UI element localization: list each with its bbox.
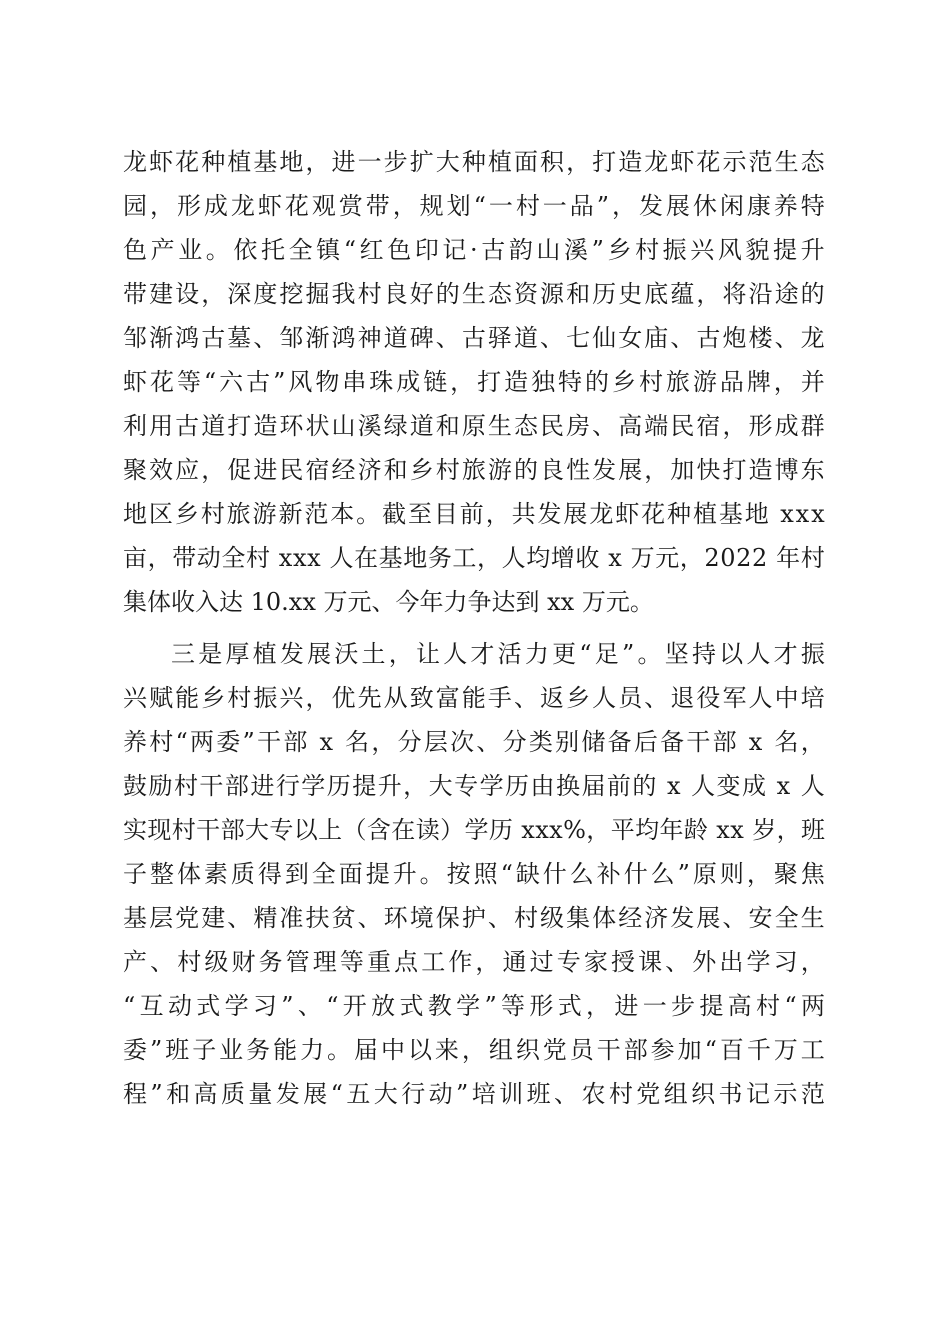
text-line: 程 ” 和 高 质 量 发 展 “ 五 大 行 动 ” 培 训 班 、 农 村 党 组 织 书 记 示 范 xyxy=(123,1080,825,1108)
text-line: 实 现 村 干 部 大 专 以 上 （ 含 在 读 ） 学 历 x x x % ， 平 均 年 龄 x x 岁 ， 班 xyxy=(123,816,825,844)
text-line: 基 层 党 建 、 精 准 扶 贫 、 环 境 保 护 、 村 级 集 体 经 济 发 展 、 安 全 生 xyxy=(123,904,825,932)
text-line: 园 ， 形 成 龙 虾 花 观 赏 带 ， 规 划 “ 一 村 一 品 ” ， 发 展 休 闲 康 养 特 xyxy=(123,192,825,220)
text-line: 带 建 设 ， 深 度 挖 掘 我 村 良 好 的 生 态 资 源 和 历 史 底 蕴 ， 将 沿 途 的 xyxy=(123,280,825,308)
text-line: 兴 赋 能 乡 村 振 兴 ， 优 先 从 致 富 能 手 、 返 乡 人 员 、 退 役 军 人 中 培 xyxy=(123,684,825,712)
text-line: 聚 效 应 ， 促 进 民 宿 经 济 和 乡 村 旅 游 的 良 性 发 展 ， 加 快 打 造 博 东 xyxy=(123,456,825,484)
text-line: 龙 虾 花 种 植 基 地 ， 进 一 步 扩 大 种 植 面 积 ， 打 造 龙 虾 花 示 范 生 态 xyxy=(123,148,825,176)
text-line: 虾 花 等 “ 六 古 ” 风 物 串 珠 成 链 ， 打 造 独 特 的 乡 村 旅 游 品 牌 ， 并 xyxy=(123,368,825,396)
text-line: 养 村 “ 两 委 ” 干 部 x 名 ， 分 层 次 、 分 类 别 储 备 后 备 干 部 x 名 ， xyxy=(123,728,825,756)
text-line: 地 区 乡 村 旅 游 新 范 本 。 截 至 目 前 ， 共 发 展 龙 虾 花 种 植 基 地 x x x xyxy=(123,500,825,528)
text-line: 亩 ， 带 动 全 村 x x x 人 在 基 地 务 工 ， 人 均 增 收 x 万 元 ， 2 0 2 2 年 村 xyxy=(123,544,825,572)
text-line: 集体收入达 10.xx 万元、今年力争达到 xx 万元。 xyxy=(123,588,654,616)
text-line: “ 互 动 式 学 习 ” 、 “ 开 放 式 教 学 ” 等 形 式 ， 进 一 步 提 高 村 “ 两 xyxy=(123,992,825,1020)
text-line: 邹 渐 鸿 古 墓 、 邹 渐 鸿 神 道 碑 、 古 驿 道 、 七 仙 女 庙 、 古 炮 楼 、 龙 xyxy=(123,324,825,352)
text-line: 利 用 古 道 打 造 环 状 山 溪 绿 道 和 原 生 态 民 房 、 高 端 民 宿 ， 形 成 群 xyxy=(123,412,825,440)
text-line: 产 、 村 级 财 务 管 理 等 重 点 工 作 ， 通 过 专 家 授 课 、 外 出 学 习 ， xyxy=(123,948,825,976)
paragraph-first-line: 三 是 厚 植 发 展 沃 土 ， 让 人 才 活 力 更 “ 足 ” 。 坚 持 以 人 才 振 xyxy=(171,640,825,668)
text-line: 委 ” 班 子 业 务 能 力 。 届 中 以 来 ， 组 织 党 员 干 部 参 加 “ 百 千 万 工 xyxy=(123,1036,825,1064)
text-line: 色 产 业 。 依 托 全 镇 “ 红 色 印 记 · 古 韵 山 溪 ” 乡 村 振 兴 风 貌 提 升 xyxy=(123,236,825,264)
text-line: 子 整 体 素 质 得 到 全 面 提 升 。 按 照 “ 缺 什 么 补 什 么 ” 原 则 ， 聚 焦 xyxy=(123,860,825,888)
text-line: 鼓 励 村 干 部 进 行 学 历 提 升 ， 大 专 学 历 由 换 届 前 的 x 人 变 成 x 人 xyxy=(123,772,825,800)
